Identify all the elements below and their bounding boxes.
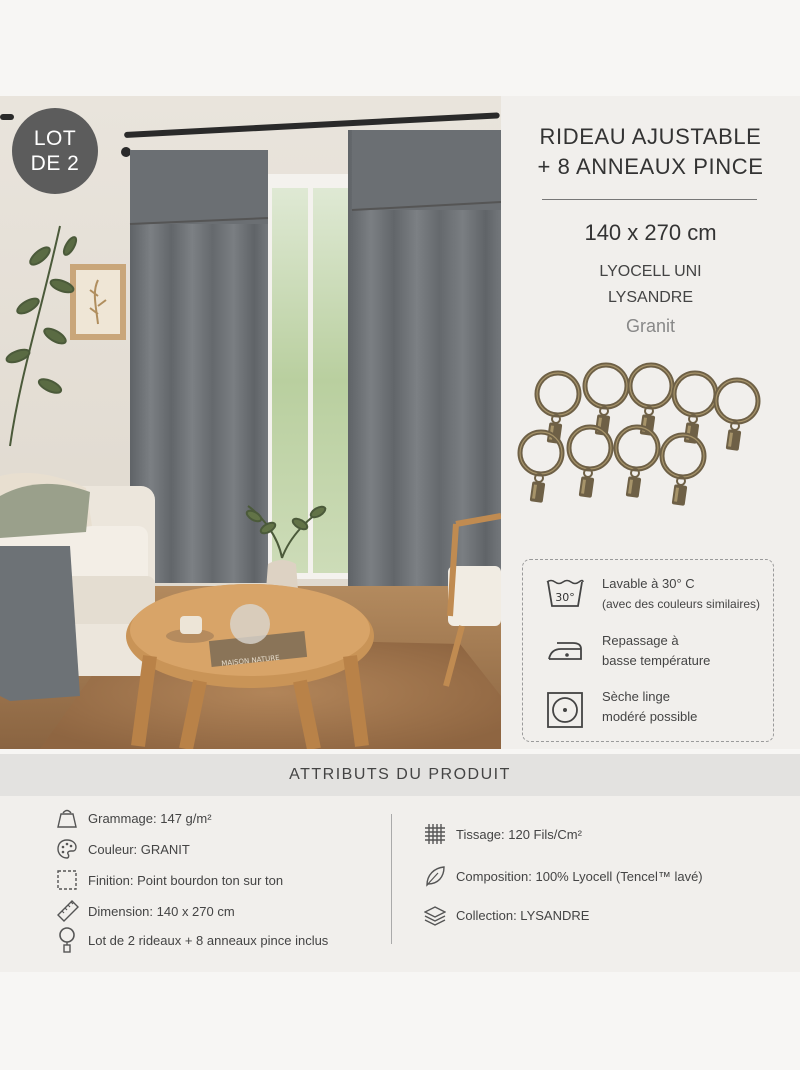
lot-badge xyxy=(12,108,98,194)
wash-30-icon xyxy=(545,578,585,610)
attributes-heading: ATTRIBUTS DU PRODUIT xyxy=(0,754,800,796)
living-room-illustration xyxy=(0,96,501,749)
clip-rings-image xyxy=(515,358,775,543)
book-label: MAISON NATURE xyxy=(220,653,280,668)
product-color: Granit xyxy=(625,316,676,336)
palette-icon xyxy=(56,838,78,860)
clip-ring xyxy=(616,427,658,498)
dashed-square-icon xyxy=(56,869,78,891)
care-text-iron: Repassage à basse température xyxy=(602,633,711,668)
svg-text:30°: 30° xyxy=(555,591,575,604)
iron-low-icon xyxy=(545,635,585,667)
layers-icon xyxy=(424,904,446,926)
product-title-line-1: RIDEAU AJUSTABLE xyxy=(539,124,762,149)
product-title-line-2: + 8 ANNEAUX PINCE xyxy=(537,154,764,179)
care-text-wash: Lavable à 30° C (avec des couleurs similaires) xyxy=(602,576,761,611)
divider xyxy=(542,199,757,200)
care-instructions-box xyxy=(522,559,774,742)
clip-ring xyxy=(569,427,611,498)
care-text-dry: Sèche linge modéré possible xyxy=(602,689,698,724)
badge-line-2: DE 2 xyxy=(30,152,80,175)
attribute-collection: Collection: LYSANDRE xyxy=(424,903,589,927)
attribute-weight: Grammage: 147 g/m² xyxy=(56,806,212,830)
attributes-divider xyxy=(391,814,392,944)
attribute-weave: Tissage: 120 Fils/Cm² xyxy=(424,822,582,846)
ruler-icon xyxy=(56,900,80,922)
ring-clip-icon xyxy=(56,927,78,953)
product-size: 140 x 270 cm xyxy=(584,220,717,245)
product-photo xyxy=(0,96,501,749)
attribute-finish: Finition: Point bourdon ton sur ton xyxy=(56,868,283,892)
material-line-2: LYSANDRE xyxy=(607,289,694,306)
attribute-dimension: Dimension: 140 x 270 cm xyxy=(56,899,235,923)
leaf-icon xyxy=(424,865,446,887)
weave-grid-icon xyxy=(424,823,446,845)
attribute-composition: Composition: 100% Lyocell (Tencel™ lavé) xyxy=(424,864,703,888)
clip-ring xyxy=(716,380,758,451)
material-line-1: LYOCELL UNI xyxy=(599,263,702,280)
care-row-wash xyxy=(523,574,773,624)
care-row-iron xyxy=(523,631,773,681)
care-row-dry xyxy=(523,687,773,737)
attribute-color: Couleur: GRANIT xyxy=(56,837,190,861)
tumble-dry-icon xyxy=(545,691,585,731)
attribute-lot: Lot de 2 rideaux + 8 anneaux pince inclus xyxy=(56,928,328,952)
attributes-section xyxy=(0,796,800,972)
product-info-panel xyxy=(501,96,800,749)
badge-line-1: LOT xyxy=(33,127,77,150)
weight-icon xyxy=(56,807,78,829)
clip-ring xyxy=(662,435,704,506)
